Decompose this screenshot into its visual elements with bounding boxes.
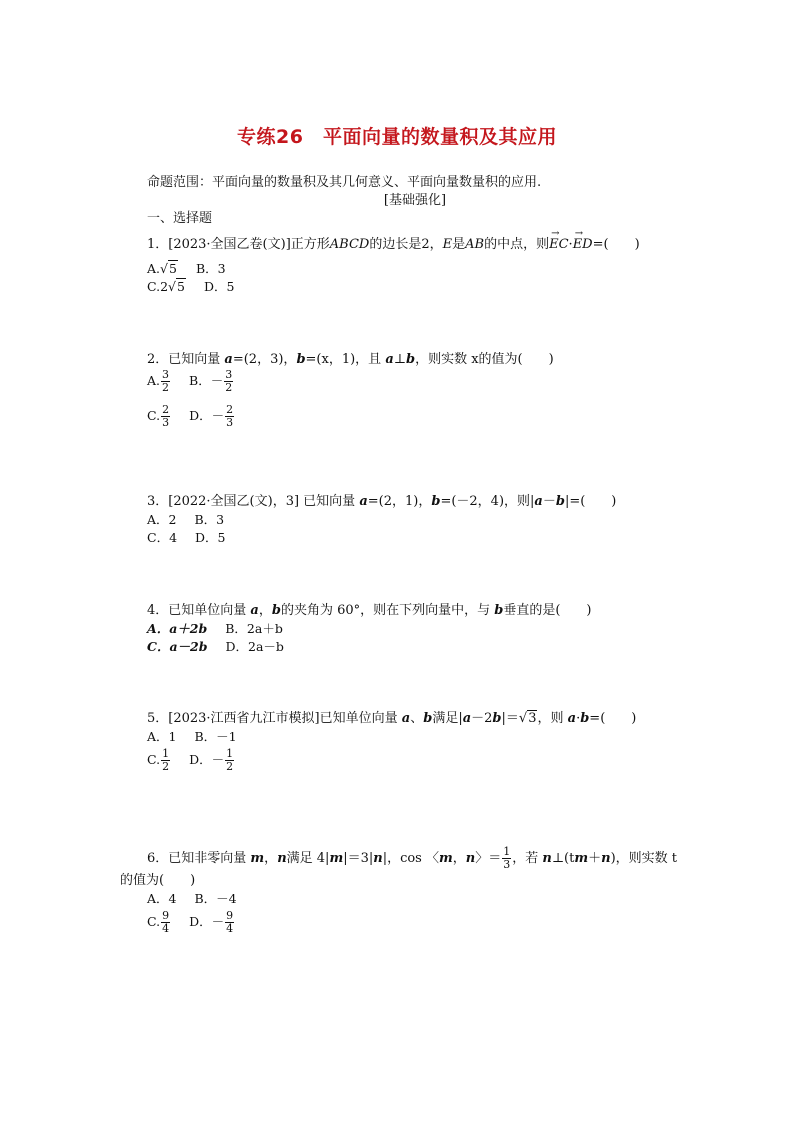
q2-prefix: 2．已知向量 bbox=[147, 352, 225, 367]
q4-option-d: D．2a－b bbox=[225, 639, 284, 654]
scope-text: 命题范围：平面向量的数量积及其几何意义、平面向量数量积的应用. bbox=[147, 175, 542, 190]
q6-options-row1 bbox=[147, 890, 237, 908]
q6-option-a: A．4 bbox=[147, 891, 177, 906]
q1-option-c-label: C.2 bbox=[147, 279, 169, 294]
q1-option-b: B．3 bbox=[195, 261, 226, 276]
q2-option-b-label: B．－ bbox=[189, 373, 224, 388]
q4-options-row1 bbox=[147, 620, 283, 638]
denominator: 3 bbox=[226, 416, 234, 429]
q1-option-c-radicand: 5 bbox=[177, 279, 185, 294]
q1-abcd: ABCD bbox=[329, 237, 370, 252]
q2-option-d-label: D．－ bbox=[189, 408, 225, 423]
q3-minus: － bbox=[542, 494, 556, 509]
q5-option-b: B．－1 bbox=[194, 729, 237, 744]
q5-options-row2 bbox=[147, 748, 235, 773]
q6-mid5: ，若 bbox=[512, 851, 543, 866]
page-title: 专练26 平面向量的数量积及其应用 bbox=[237, 126, 557, 148]
q1-mid1: 的边长是2， bbox=[369, 237, 443, 252]
q2-option-b bbox=[189, 368, 234, 394]
q4-mid: 的夹角为 60°，则在下列向量中，与 bbox=[280, 603, 495, 618]
q2-option-a-fraction bbox=[161, 369, 170, 394]
q6-fraction bbox=[502, 846, 511, 871]
q6-comma2: ， bbox=[452, 851, 466, 866]
q1-vector-ec: → EC bbox=[549, 236, 568, 254]
q1-mid2: 是 bbox=[452, 237, 466, 252]
q6-prefix: 6．已知非零向量 bbox=[147, 851, 251, 866]
q6-option-c-label: C. bbox=[147, 914, 161, 929]
q5-option-d-label: D．－ bbox=[189, 752, 225, 767]
q3-abs-b: b bbox=[555, 494, 565, 509]
q6-line2: 的值为( ) bbox=[120, 873, 196, 888]
q5-option-c-label: C. bbox=[147, 752, 161, 767]
q6-option-c bbox=[147, 909, 171, 935]
q6-vector-m3: m bbox=[438, 851, 453, 866]
question-1 bbox=[147, 236, 640, 254]
q4-comma: ， bbox=[258, 603, 272, 618]
sqrt-icon: √5 bbox=[168, 279, 185, 294]
q5-dot: · bbox=[576, 711, 581, 726]
q4-suffix: 垂直的是( ) bbox=[503, 603, 592, 618]
denominator: 4 bbox=[226, 922, 234, 935]
q2-options-row1 bbox=[147, 369, 234, 394]
q5-mid2: ，则 bbox=[537, 711, 568, 726]
denominator: 3 bbox=[162, 416, 170, 429]
question-6 bbox=[147, 846, 677, 871]
q2-vector-a: a bbox=[224, 352, 233, 367]
q4-option-c: C．a－2b bbox=[147, 639, 208, 654]
section-heading: 一、选择题 bbox=[147, 211, 213, 226]
q2-a-value: =(2，3)， bbox=[232, 352, 297, 367]
q2-perp-symbol: ⊥ bbox=[393, 352, 406, 367]
q6-mid: 满足 4| bbox=[286, 851, 330, 866]
q6-vector-n4: n bbox=[542, 851, 552, 866]
q5-option-c-fraction bbox=[161, 748, 170, 773]
q3-a-value: =(2，1)， bbox=[367, 494, 432, 509]
q5-option-c bbox=[147, 747, 171, 773]
denominator: 2 bbox=[162, 760, 170, 773]
numerator: 9 bbox=[162, 909, 170, 922]
q4-vector-a: a bbox=[250, 603, 259, 618]
q2-b-value: =(x，1)，且 bbox=[305, 352, 386, 367]
numerator: 1 bbox=[226, 747, 234, 760]
q4-prefix: 4．已知单位向量 bbox=[147, 603, 251, 618]
q6-perp: ⊥(t bbox=[551, 851, 575, 866]
q1-mid3: 的中点，则 bbox=[484, 237, 550, 252]
question-2 bbox=[147, 351, 554, 369]
q6-vector-m2: m bbox=[329, 851, 344, 866]
q6-vector-m4: m bbox=[574, 851, 589, 866]
q1-vector-ed: → ED bbox=[573, 236, 593, 254]
q4-vector-b: b bbox=[271, 603, 281, 618]
q6-option-c-fraction bbox=[161, 910, 170, 935]
q2-option-d bbox=[189, 403, 235, 429]
q4-vector-b2: b bbox=[494, 603, 504, 618]
q5-option-d bbox=[189, 747, 235, 773]
numerator: 1 bbox=[162, 747, 170, 760]
q3-abs-a: a bbox=[534, 494, 543, 509]
q3-vector-a: a bbox=[359, 494, 368, 509]
q1-option-a bbox=[147, 261, 178, 276]
q1-prefix: 1．[2023·全国乙卷(文)]正方形 bbox=[147, 237, 330, 252]
q6-mid4: 〉＝ bbox=[475, 851, 502, 866]
q2-option-c-label: C. bbox=[147, 408, 161, 423]
q6-vector-n3: n bbox=[465, 851, 476, 866]
q5-vector-b: b bbox=[423, 711, 433, 726]
q2-options-row2 bbox=[147, 404, 235, 429]
denominator: 2 bbox=[225, 381, 233, 394]
q1-e: E bbox=[442, 237, 453, 252]
q5-options-row1 bbox=[147, 728, 237, 746]
q6-option-d-label: D．－ bbox=[189, 914, 225, 929]
q1-ab: AB bbox=[465, 237, 485, 252]
q1-option-d: D．5 bbox=[203, 279, 235, 294]
denominator: 2 bbox=[162, 381, 170, 394]
q2-option-d-fraction bbox=[225, 404, 234, 429]
q4-option-a: A．a＋2b bbox=[147, 621, 208, 636]
numerator: 3 bbox=[162, 368, 170, 381]
q5-vector-a2: a bbox=[462, 711, 472, 726]
q1-dot: · bbox=[568, 237, 573, 252]
q3-vector-b: b bbox=[431, 494, 441, 509]
sqrt-icon: √5 bbox=[160, 261, 177, 276]
q5-vector-b2: b bbox=[492, 711, 502, 726]
q5-minus: －2 bbox=[471, 711, 493, 726]
q5-prefix: 5．[2023·江西省九江市模拟]已知单位向量 bbox=[147, 711, 402, 726]
q6-vector-n: n bbox=[277, 851, 287, 866]
q4-option-b: B．2a＋b bbox=[225, 621, 283, 636]
q1-option-c bbox=[147, 279, 186, 294]
q1-suffix: =( ) bbox=[592, 237, 640, 252]
q6-option-d-fraction bbox=[225, 910, 234, 935]
q6-option-b: B．－4 bbox=[194, 891, 237, 906]
q5-vector-b3: b bbox=[580, 711, 590, 726]
q2-perp-a: a bbox=[385, 352, 394, 367]
q1-options-row1 bbox=[147, 260, 226, 278]
q3-option-a: A．2 bbox=[147, 512, 177, 527]
numerator: 2 bbox=[226, 403, 234, 416]
q3-options-row1 bbox=[147, 511, 224, 529]
denominator: 4 bbox=[162, 922, 170, 935]
q6-mid2: |＝3| bbox=[343, 851, 374, 866]
numerator: 1 bbox=[503, 845, 511, 858]
q6-options-row2 bbox=[147, 910, 235, 935]
sqrt-icon: √3 bbox=[518, 711, 537, 726]
q6-vector-m: m bbox=[250, 851, 265, 866]
q3-options-row2 bbox=[147, 529, 226, 547]
q2-option-a bbox=[147, 368, 171, 394]
q5-suffix: =( ) bbox=[589, 711, 637, 726]
q2-suffix: ，则实数 x的值为( ) bbox=[415, 352, 554, 367]
q5-vector-a: a bbox=[401, 711, 411, 726]
q6-vector-n2: n bbox=[373, 851, 383, 866]
q6-suffix: )，则实数 t bbox=[610, 851, 678, 866]
q3-suffix: |=( ) bbox=[564, 494, 617, 509]
q6-comma: ， bbox=[264, 851, 278, 866]
q5-radicand: 3 bbox=[528, 711, 537, 726]
q3-option-b: B．3 bbox=[194, 512, 225, 527]
numerator: 9 bbox=[226, 909, 234, 922]
q6-plus: ＋ bbox=[588, 851, 602, 866]
denominator: 2 bbox=[226, 760, 234, 773]
q3-option-d: D．5 bbox=[195, 530, 226, 545]
q1-option-a-radicand: 5 bbox=[168, 261, 177, 276]
q4-options-row2 bbox=[147, 638, 284, 656]
numerator: 2 bbox=[162, 403, 170, 416]
q2-option-c-fraction bbox=[161, 404, 170, 429]
question-4 bbox=[147, 602, 592, 620]
q2-vector-b: b bbox=[296, 352, 306, 367]
q5-vector-a3: a bbox=[567, 711, 577, 726]
q1-option-a-label: A. bbox=[147, 261, 161, 276]
q1-options-row2 bbox=[147, 278, 234, 296]
denominator: 3 bbox=[503, 858, 511, 871]
q2-perp-b: b bbox=[405, 352, 416, 367]
question-5 bbox=[147, 710, 636, 728]
q6-vector-n5: n bbox=[601, 851, 611, 866]
q5-option-d-fraction bbox=[225, 748, 234, 773]
q3-option-c: C．4 bbox=[147, 530, 178, 545]
q2-option-a-label: A. bbox=[147, 373, 161, 388]
numerator: 3 bbox=[225, 368, 233, 381]
q5-mid: 满足| bbox=[432, 711, 463, 726]
q5-eq: |＝ bbox=[501, 711, 519, 726]
q6-option-d bbox=[189, 909, 235, 935]
q2-option-b-fraction bbox=[224, 369, 233, 394]
question-3 bbox=[147, 493, 616, 511]
q5-sep: 、 bbox=[410, 711, 424, 726]
q3-prefix: 3．[2022·全国乙(文)，3] 已知向量 bbox=[147, 494, 360, 509]
q6-mid3: |，cos 〈 bbox=[382, 851, 439, 866]
section-tag: [基础强化] bbox=[383, 193, 447, 208]
q3-b-value: =(－2，4)，则| bbox=[440, 494, 535, 509]
q5-option-a: A．1 bbox=[147, 729, 177, 744]
q2-option-c bbox=[147, 403, 171, 429]
